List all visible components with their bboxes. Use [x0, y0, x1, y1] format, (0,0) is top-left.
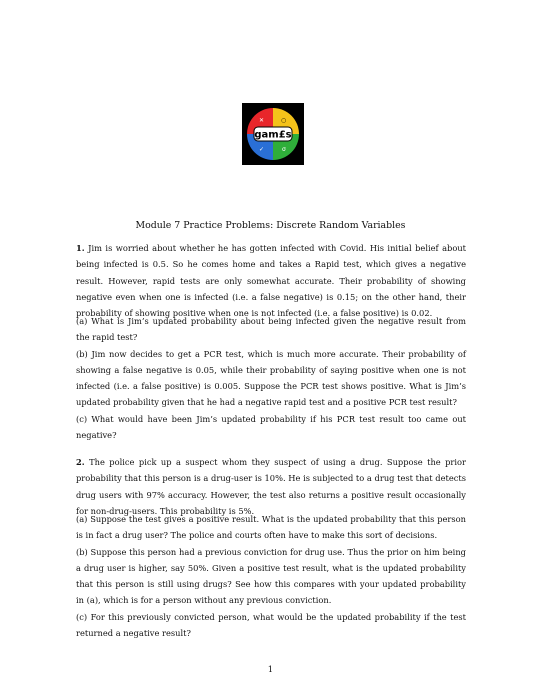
page-number: 1 [267, 665, 274, 675]
problem-1-parts [76, 313, 466, 443]
games-logo-icon [242, 103, 304, 165]
svg-text:σ: σ [282, 146, 286, 153]
svg-text:✕: ✕ [259, 117, 265, 124]
problem-2-part-a: (a) Suppose the test gives a positive result. What is the updated probability that this person is in fact a drug user? The police and courts often have to make this sort of decisions. [76, 514, 466, 541]
problem-1-intro: Jim is worried about whether he has gotten infected with Covid. His initial belief about being infected is 0.5. So he comes home and takes a Rapid test, which gives a negative result. However, rapid tests are only somewhat accurate. Their probability of showing negative even when one is infected (i.e. a false negative) is 0.15; on the other hand, their probability of showing positive when one is not infected (i.e. a false positive) is 0.02. [76, 243, 466, 319]
problem-1-number: 1. [76, 243, 85, 253]
problem-2-part-b: (b) Suppose this person had a previous conviction for drug use. Thus the prior on him being a drug user is higher, say 50%. Given a positive test result, what is the updated probability that this person is still using drugs? See how this compares with your updated probability in (a), which is for a person without any previous conviction. [76, 546, 466, 606]
problem-1-part-b: (b) Jim now decides to get a PCR test, which is much more accurate. Their probability of showing a false negative is 0.05, while their probability of saying positive when one is not infected (i.e. a false positive) is 0.005. Suppose the PCR test shows positive. What is Jim’s updated probability given that he had a negative rapid test and a positive PCR test result? [76, 348, 466, 408]
problem-1-part-c: (c) What would have been Jim’s updated probability if his PCR test result too came out negative? [76, 413, 466, 441]
svg-text:✓: ✓ [259, 146, 265, 153]
problem-2-number: 2. [76, 457, 85, 467]
page-title: Module 7 Practice Problems: Discrete Random Variables [135, 220, 406, 231]
problem-2-intro: The police pick up a suspect whom they suspect of using a drug. Suppose the prior probability that this person is a drug-user is 10%. He is subjected to a drug test that detects drug users with 97% accuracy. However, the test also returns a positive result occasionally for non-drug-users. This probability is 5%. [76, 457, 467, 516]
problem-1-part-a: (a) What is Jim’s updated probability about being infected given the negative result from the rapid test? [76, 316, 466, 343]
games-logo [242, 103, 304, 165]
problem-2-part-c: (c) For this previously convicted person, what would be the updated probability if the test returned a negative result? [76, 611, 466, 639]
problem-2 [76, 454, 466, 519]
logo-text: gam£s [254, 129, 292, 141]
svg-text:○: ○ [281, 117, 287, 124]
problem-1 [76, 240, 466, 321]
problem-2-parts [76, 511, 466, 641]
